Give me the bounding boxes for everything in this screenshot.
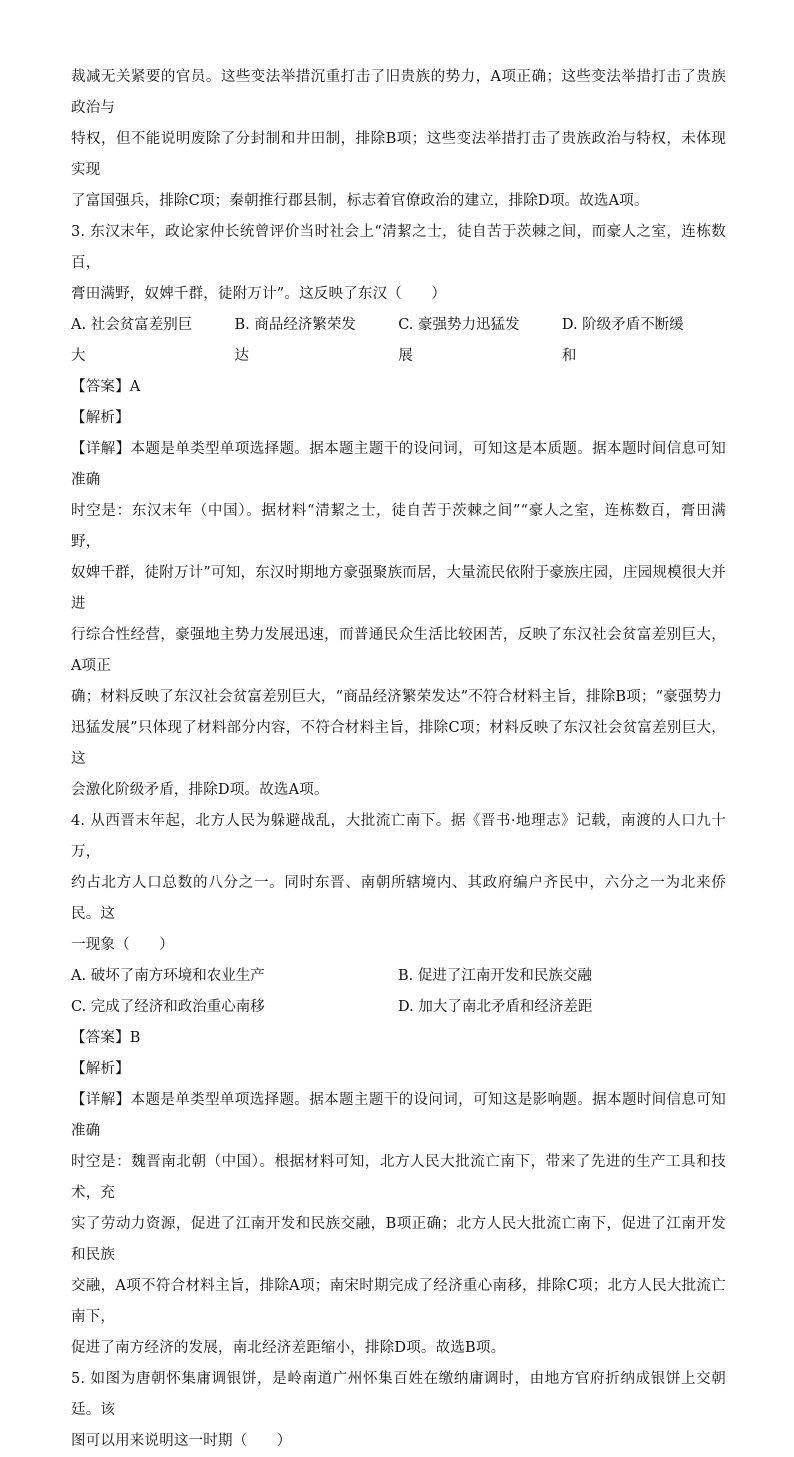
option-d: D. 阶级矛盾不断缓和 [561, 317, 684, 364]
question-3-detail-line: 奴婢千群，徒附万计”可知，东汉时期地方豪强聚族而居，大量流民依附于豪族庄园，庄园规模很大并进 [71, 565, 726, 612]
question-4-options-row [71, 961, 726, 992]
question-4-stem: 4. 从西晋末年起，北方人民为躲避战乱，大批流亡南下。据《晋书·地理志》记载，南渡的人口九十万， [71, 813, 726, 860]
question-3-detail-line: 迅猛发展”只体现了材料部分内容，不符合材料主旨，排除C项；材料反映了东汉社会贫富差别巨大，这 [71, 720, 726, 767]
option-c: C. 豪强势力迅猛发展 [398, 317, 520, 364]
question-4-stem: 一现象（ ） [71, 937, 174, 953]
question-5-stem: 图可以用来说明这一时期（ ） [71, 1433, 292, 1449]
prev-analysis-line: 特权，但不能说明废除了分封制和井田制，排除B项；这些变法举措打击了贵族政治与特权，未体现实现 [71, 131, 726, 178]
document-body [71, 62, 726, 1457]
option-a: A. 社会贫富差别巨大 [71, 317, 193, 364]
option-b: B. 促进了江南开发和民族交融 [398, 968, 592, 984]
question-3-stem: 3. 东汉末年，政论家仲长统曾评价当时社会上“清絜之士，徒自苦于茨棘之间，而豪人之室，连栋数百， [71, 224, 726, 271]
question-3-detail-line: 确；材料反映了东汉社会贫富差别巨大，“商品经济繁荣发达”不符合材料主旨，排除B项；“豪强势力 [71, 689, 723, 705]
question-4-stem: 约占北方人口总数的八分之一。同时东晋、南朝所辖境内、其政府编户齐民中，六分之一为北来侨民。这 [71, 875, 726, 922]
question-3-detail-line: 【详解】本题是单类型单项选择题。据本题主题干的设问词，可知这是本质题。据本题时间信息可知准确 [71, 441, 726, 488]
question-3-detail-line: 时空是：东汉末年（中国）。据材料“清絜之士，徒自苦于茨棘之间”“豪人之室，连栋数百，膏田满野， [71, 503, 726, 550]
question-3-answer: 【答案】A [71, 379, 141, 395]
question-4-analysis-label: 【解析】 [71, 1061, 130, 1077]
option-c: C. 完成了经济和政治重心南移 [71, 999, 265, 1015]
question-4-detail-line: 促进了南方经济的发展，南北经济差距缩小，排除D项。故选B项。 [71, 1340, 506, 1356]
question-3-options [71, 310, 726, 372]
question-4-detail-line: 【详解】本题是单类型单项选择题。据本题主题干的设问词，可知这是影响题。据本题时间信息可知准确 [71, 1092, 726, 1139]
option-b: B. 商品经济繁荣发达 [234, 317, 356, 364]
prev-analysis-line: 裁减无关紧要的官员。这些变法举措沉重打击了旧贵族的势力，A项正确；这些变法举措打击了贵族政治与 [71, 69, 726, 116]
option-a: A. 破坏了南方环境和农业生产 [71, 968, 265, 984]
question-3-analysis-label: 【解析】 [71, 410, 130, 426]
question-3-stem: 膏田满野，奴婢千群，徒附万计”。这反映了东汉（ ） [71, 286, 447, 302]
question-3-detail-line: 行综合性经营，豪强地主势力发展迅速，而普通民众生活比较困苦，反映了东汉社会贫富差别巨大，A项正 [71, 627, 726, 674]
question-3-detail-line: 会激化阶级矛盾，排除D项。故选A项。 [71, 782, 329, 798]
prev-analysis-line: 了富国强兵，排除C项；秦朝推行郡县制，标志着官僚政治的建立，排除D项。故选A项。 [71, 193, 649, 209]
option-d: D. 加大了南北矛盾和经济差距 [398, 999, 593, 1015]
question-4-answer: 【答案】B [71, 1030, 141, 1046]
question-4-detail-line: 实了劳动力资源，促进了江南开发和民族交融，B项正确；北方人民大批流亡南下，促进了江南开发和民族 [71, 1216, 726, 1263]
question-4-detail-line: 时空是：魏晋南北朝（中国）。根据材料可知，北方人民大批流亡南下，带来了先进的生产工具和技术，充 [71, 1154, 726, 1201]
question-5-stem: 5. 如图为唐朝怀集庸调银饼，是岭南道广州怀集百姓在缴纳庸调时，由地方官府折纳成银饼上交朝廷。该 [71, 1371, 726, 1418]
question-4-detail-line: 交融，A项不符合材料主旨，排除A项；南宋时期完成了经济重心南移，排除C项；北方人民大批流亡南下， [71, 1278, 726, 1325]
question-4-options-row [71, 992, 726, 1023]
